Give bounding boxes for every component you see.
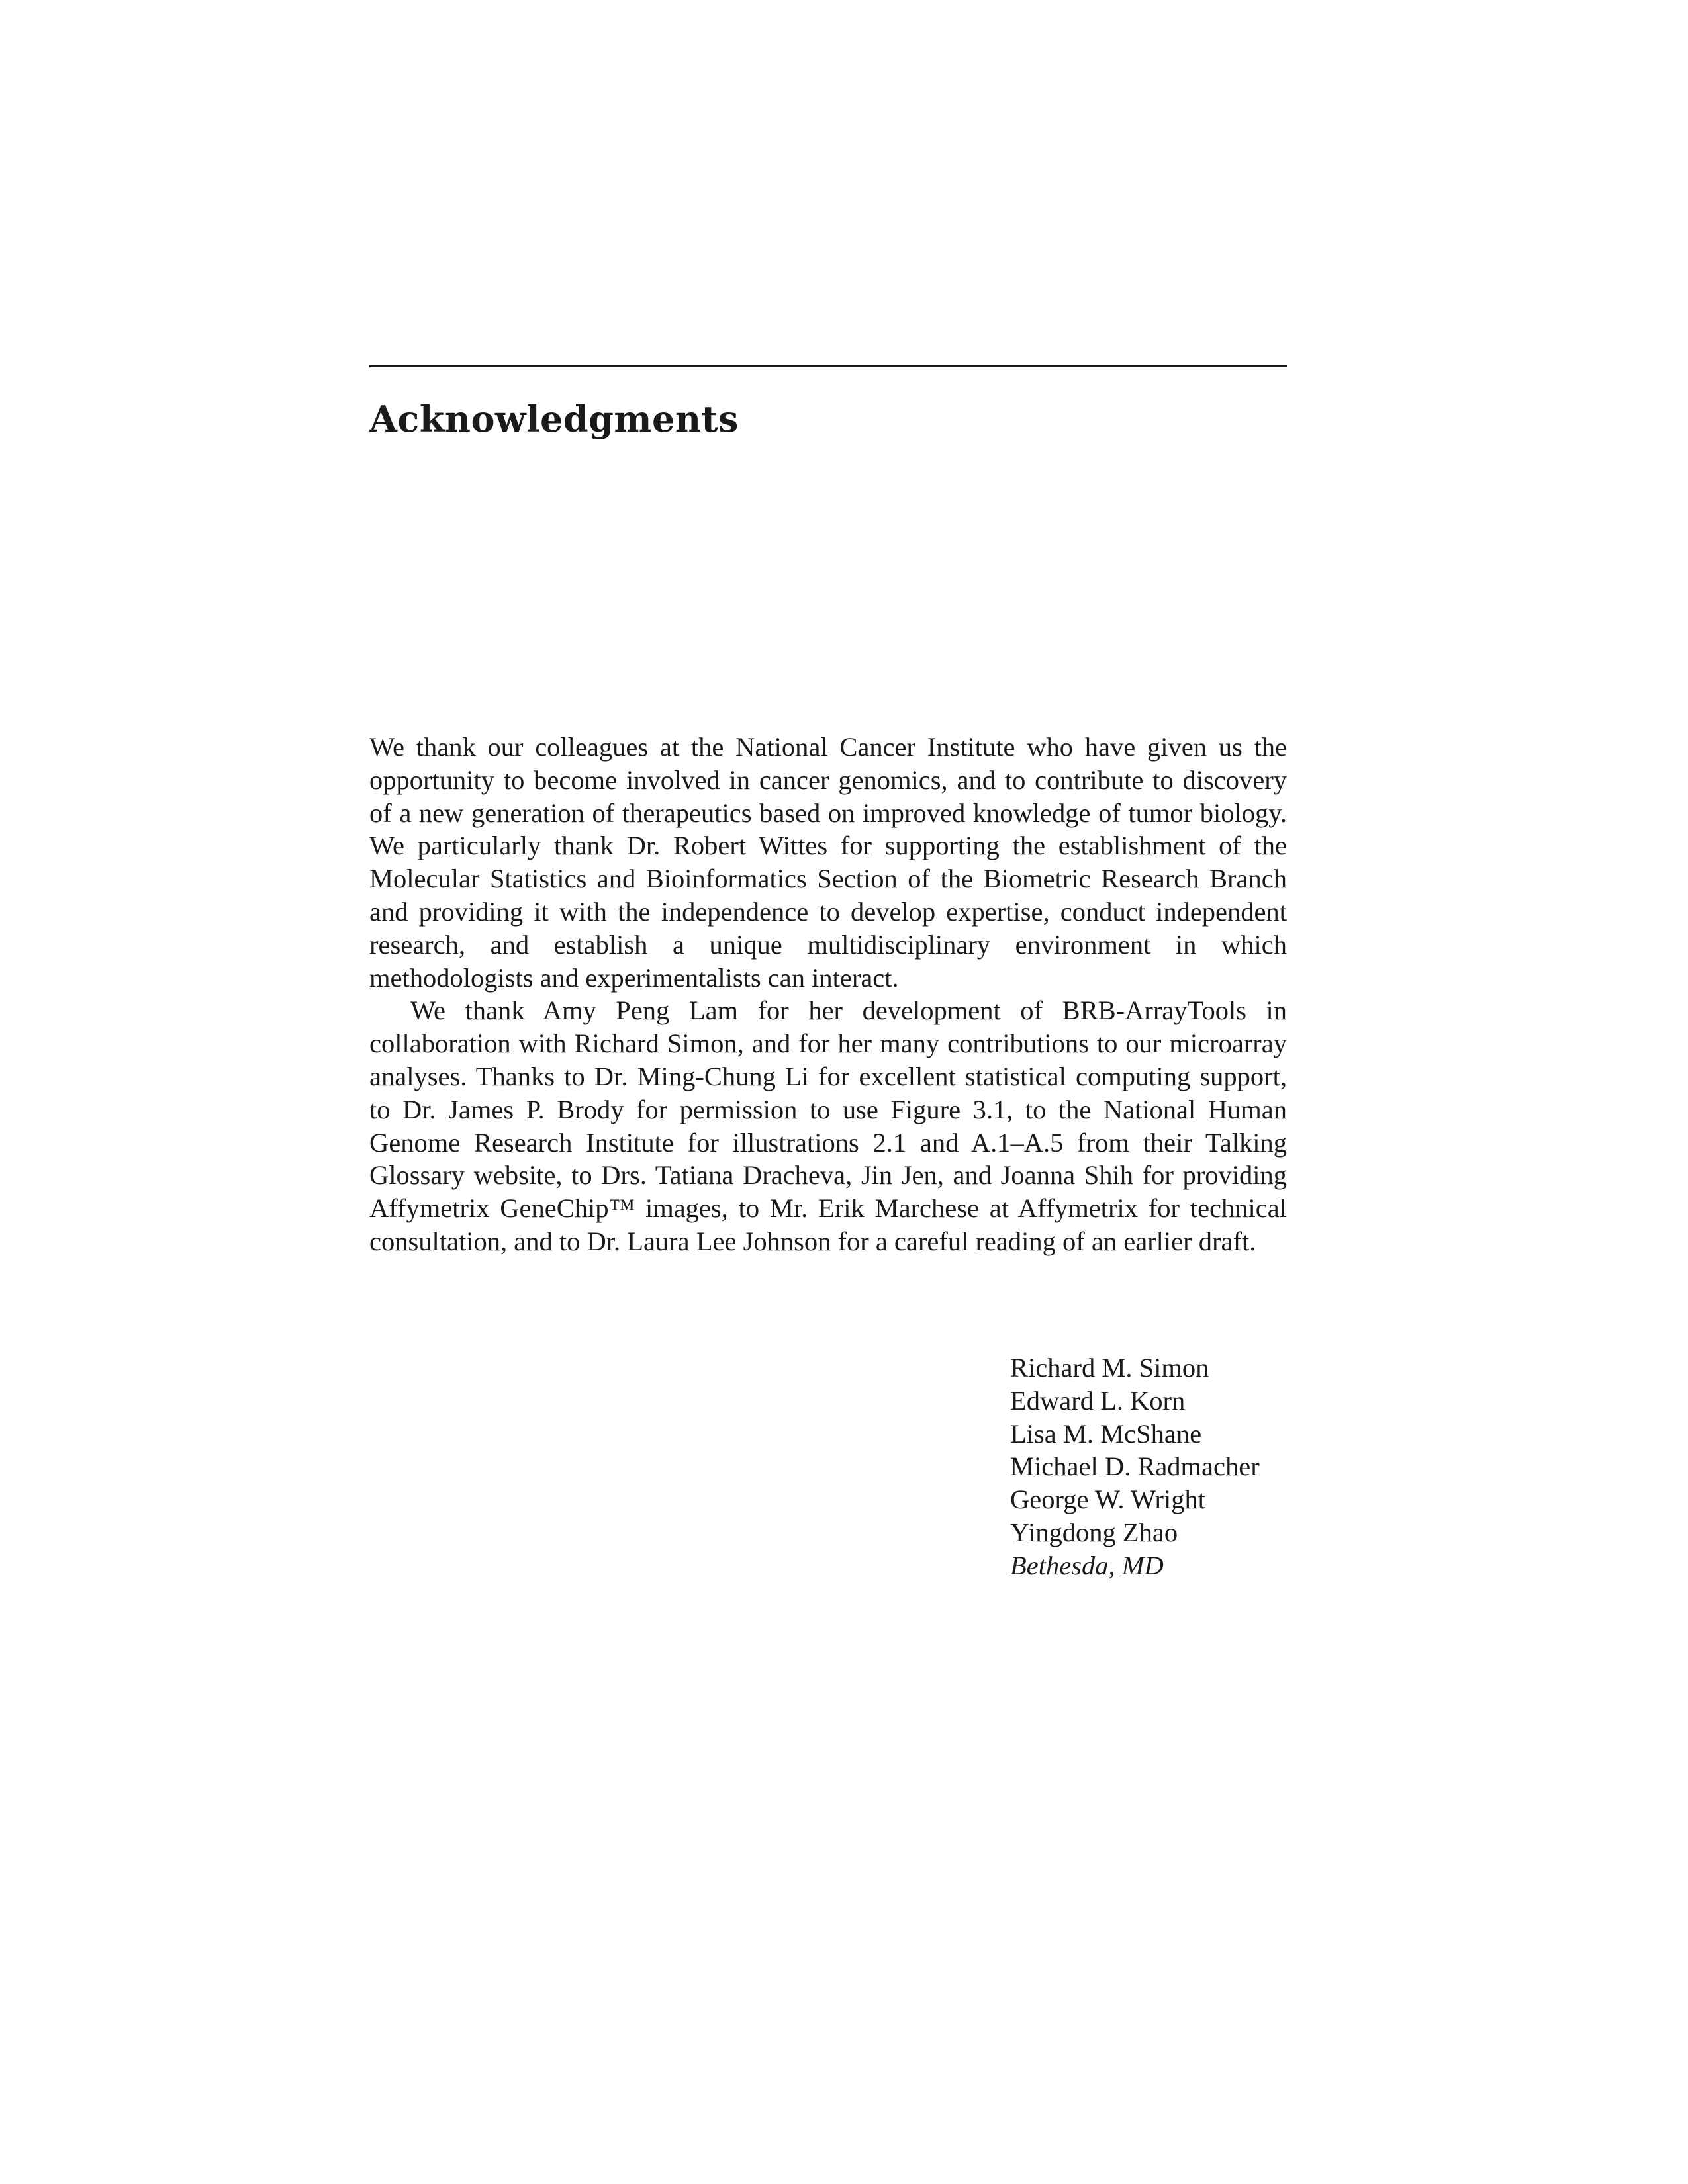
- paragraph-2: We thank Amy Peng Lam for her development of BRB-ArrayTools in collaboration with Richard Simon, and for her many contributions to our microarray analyses. Thanks to Dr. Ming-Chung Li for excellent statistical computing support, to Dr. James P. Brody for permission to use Figure 3.1, to the National Human Genome Research Institute for illustrations 2.1 and A.1–A.5 from their Talking Glossary website, to Drs. Tatiana Dracheva, Jin Jen, and Joanna Shih for providing Affymetrix GeneChip™ images, to Mr. Erik Marchese at Affymetrix for technical consultation, and to Dr. Laura Lee Johnson for a careful reading of an earlier draft.: [369, 995, 1287, 1256]
- author-signatures: [1010, 1351, 1260, 1582]
- acknowledgment-body: [369, 731, 1287, 1258]
- author-name: Michael D. Radmacher: [1010, 1451, 1260, 1482]
- paragraph-1: We thank our colleagues at the National Cancer Institute who have given us the opportunity to become involved in cancer genomics, and to contribute to discovery of a new generation of therapeutics based on improved knowledge of tumor biology. We particularly thank Dr. Robert Wittes for supporting the establishment of the Molecular Statistics and Bioinformatics Section of the Biometric Research Branch and providing it with the independence to develop expertise, conduct independent research, and establish a unique multidisciplinary environment in which methodologists and experimentalists can interact.: [369, 732, 1287, 993]
- author-name: George W. Wright: [1010, 1484, 1205, 1515]
- author-name: Lisa M. McShane: [1010, 1418, 1202, 1449]
- chapter-rule: [369, 365, 1287, 367]
- author-name: Edward L. Korn: [1010, 1385, 1186, 1416]
- location: Bethesda, MD: [1010, 1550, 1164, 1580]
- chapter-title: Acknowledgments: [369, 398, 739, 440]
- author-name: Yingdong Zhao: [1010, 1517, 1178, 1547]
- author-name: Richard M. Simon: [1010, 1353, 1209, 1383]
